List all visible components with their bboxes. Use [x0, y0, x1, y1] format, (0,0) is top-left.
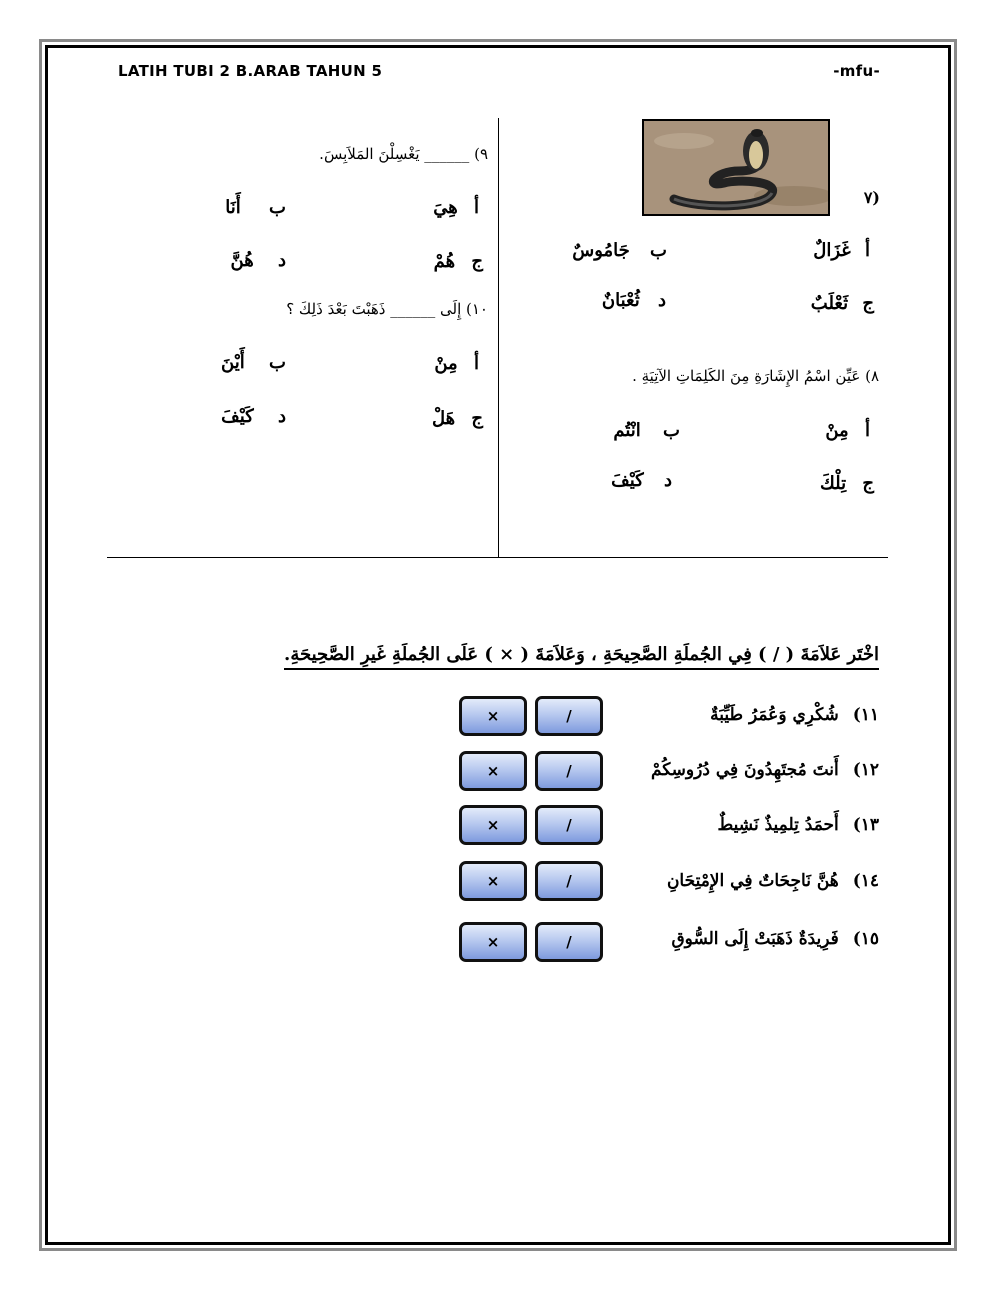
cobra-icon	[644, 121, 828, 214]
q8-option-d[interactable]	[611, 470, 672, 491]
q8-option-a-letter: أ	[864, 420, 870, 441]
author-code: -mfu-	[833, 62, 880, 80]
q8-option-c-text: تِلْكَ	[819, 473, 847, 494]
q9-option-a-letter: أ	[473, 197, 479, 218]
q10-prompt: ١٠) إِلَى ______ ذَهَبْتَ بَعْدَ ذَلِكَ ؟	[286, 300, 488, 318]
statement-14	[667, 871, 879, 891]
q7-option-d[interactable]	[602, 290, 666, 311]
q10-option-c-letter: ج	[471, 408, 483, 429]
q8-option-c[interactable]	[820, 473, 874, 494]
q10-option-a-letter: أ	[473, 353, 479, 374]
statement-15-check-button[interactable]: /	[535, 922, 603, 962]
statement-13	[718, 815, 879, 835]
q9-option-c-text: هُمْ	[433, 251, 456, 272]
q9-option-c-letter: ج	[471, 251, 483, 272]
q9-option-a-text: هِيَ	[433, 197, 458, 218]
q9-option-d-letter: د	[277, 250, 286, 271]
statement-14-number: ١٤)	[852, 871, 879, 891]
statement-11-check-button[interactable]: /	[535, 696, 603, 736]
q10-option-d-letter: د	[277, 406, 286, 427]
statement-12-number: ١٢)	[852, 760, 879, 780]
q7-option-a[interactable]	[813, 240, 870, 261]
q9-option-b[interactable]	[225, 197, 286, 218]
column-divider	[498, 118, 499, 558]
statement-12-check-button[interactable]: /	[535, 751, 603, 791]
q8-option-c-letter: ج	[862, 473, 874, 494]
q10-option-a-text: مِنْ	[434, 353, 458, 374]
statement-13-number: ١٣)	[852, 815, 879, 835]
q9-option-a[interactable]	[433, 197, 479, 218]
q8-option-b-letter: ب	[663, 420, 680, 441]
q10-option-b-text: أَيْنَ	[221, 352, 245, 373]
statement-13-cross-button[interactable]: ×	[459, 805, 527, 845]
q10-option-c-text: هَلْ	[431, 408, 456, 429]
section-divider	[107, 557, 888, 558]
statement-15-text: فَرِيدَةٌ ذَهَبَتْ إِلَى السُّوقِ	[671, 929, 839, 949]
q8-option-b-text: انْتُم	[613, 420, 641, 441]
q9-prompt: ٩) ______ يَغْسِلْنَ المَلاَبِسَ.	[319, 145, 488, 163]
q8-prompt: ٨) عَيِّن اسْمُ الإِشَارَةِ مِنَ الكَلِمَاتِ الآتِيَةِ .	[632, 367, 879, 385]
q9-option-c[interactable]	[434, 251, 483, 272]
q9-option-b-text: أَنَا	[225, 197, 241, 218]
q7-option-a-letter: أ	[864, 240, 870, 261]
q10-option-d[interactable]	[221, 406, 286, 427]
statement-15-cross-button[interactable]: ×	[459, 922, 527, 962]
q10-option-d-text: كَيْفَ	[221, 406, 254, 427]
q7-option-c-text: ثَعْلَبٌ	[810, 293, 849, 314]
statement-11	[710, 705, 879, 725]
q8-option-b[interactable]	[613, 420, 680, 441]
q7-option-b[interactable]	[572, 240, 667, 261]
q8-option-a[interactable]	[825, 420, 870, 441]
q7-option-c[interactable]	[811, 293, 874, 314]
q9-option-d[interactable]	[231, 250, 287, 271]
q8-option-d-letter: د	[663, 470, 672, 491]
q10-option-c[interactable]	[432, 408, 483, 429]
statement-11-cross-button[interactable]: ×	[459, 696, 527, 736]
statement-13-check-button[interactable]: /	[535, 805, 603, 845]
worksheet-title: LATIH TUBI 2 B.ARAB TAHUN 5	[118, 62, 383, 80]
q9-option-d-text: هُنَّ	[230, 250, 254, 271]
q7-number: ٧)	[863, 188, 880, 207]
statement-12-text: أَنتَ مُجتَهِدُونَ فِي دُرُوسِكُمْ	[650, 760, 839, 780]
statement-12	[651, 760, 879, 780]
statement-12-cross-button[interactable]: ×	[459, 751, 527, 791]
statement-14-check-button[interactable]: /	[535, 861, 603, 901]
statement-11-text: شُكْرِي وَعُمَرُ طَيِّبَةٌ	[710, 705, 839, 725]
statement-13-text: أَحمَدُ تِلمِيذٌ نَشِيطٌ	[717, 815, 839, 835]
statement-15-number: ١٥)	[852, 929, 879, 949]
q8-option-d-text: كَيْفَ	[611, 470, 644, 491]
statement-14-text: هُنَّ نَاجِحَاتٌ فِي الإِمْتِحَانِ	[666, 871, 839, 891]
statement-14-cross-button[interactable]: ×	[459, 861, 527, 901]
cobra-image	[642, 119, 830, 216]
q7-option-b-letter: ب	[650, 240, 667, 261]
statement-15	[671, 929, 879, 949]
q10-option-b-letter: ب	[269, 352, 286, 373]
q7-option-c-letter: ج	[862, 293, 874, 314]
q7-option-d-letter: د	[657, 290, 666, 311]
statement-11-number: ١١)	[852, 705, 879, 725]
section2-instruction: اخْتَر عَلاَمَةَ ( / ) فِي الجُملَةِ الصَّحِيحَةِ ، وَعَلاَمَةَ ( × ) عَلَى الجُملَةِ غَيرِ الصَّحِيحَةِ.	[284, 644, 879, 670]
q7-option-a-text: غَزَالٌ	[813, 240, 851, 261]
q10-option-b[interactable]	[221, 352, 286, 373]
q9-option-b-letter: ب	[269, 197, 286, 218]
q8-option-a-text: مِنْ	[825, 420, 849, 441]
q10-option-a[interactable]	[434, 353, 479, 374]
q7-option-d-text: ثُعْبَانٌ	[601, 290, 640, 311]
q7-option-b-text: جَامُوسٌ	[572, 240, 630, 261]
